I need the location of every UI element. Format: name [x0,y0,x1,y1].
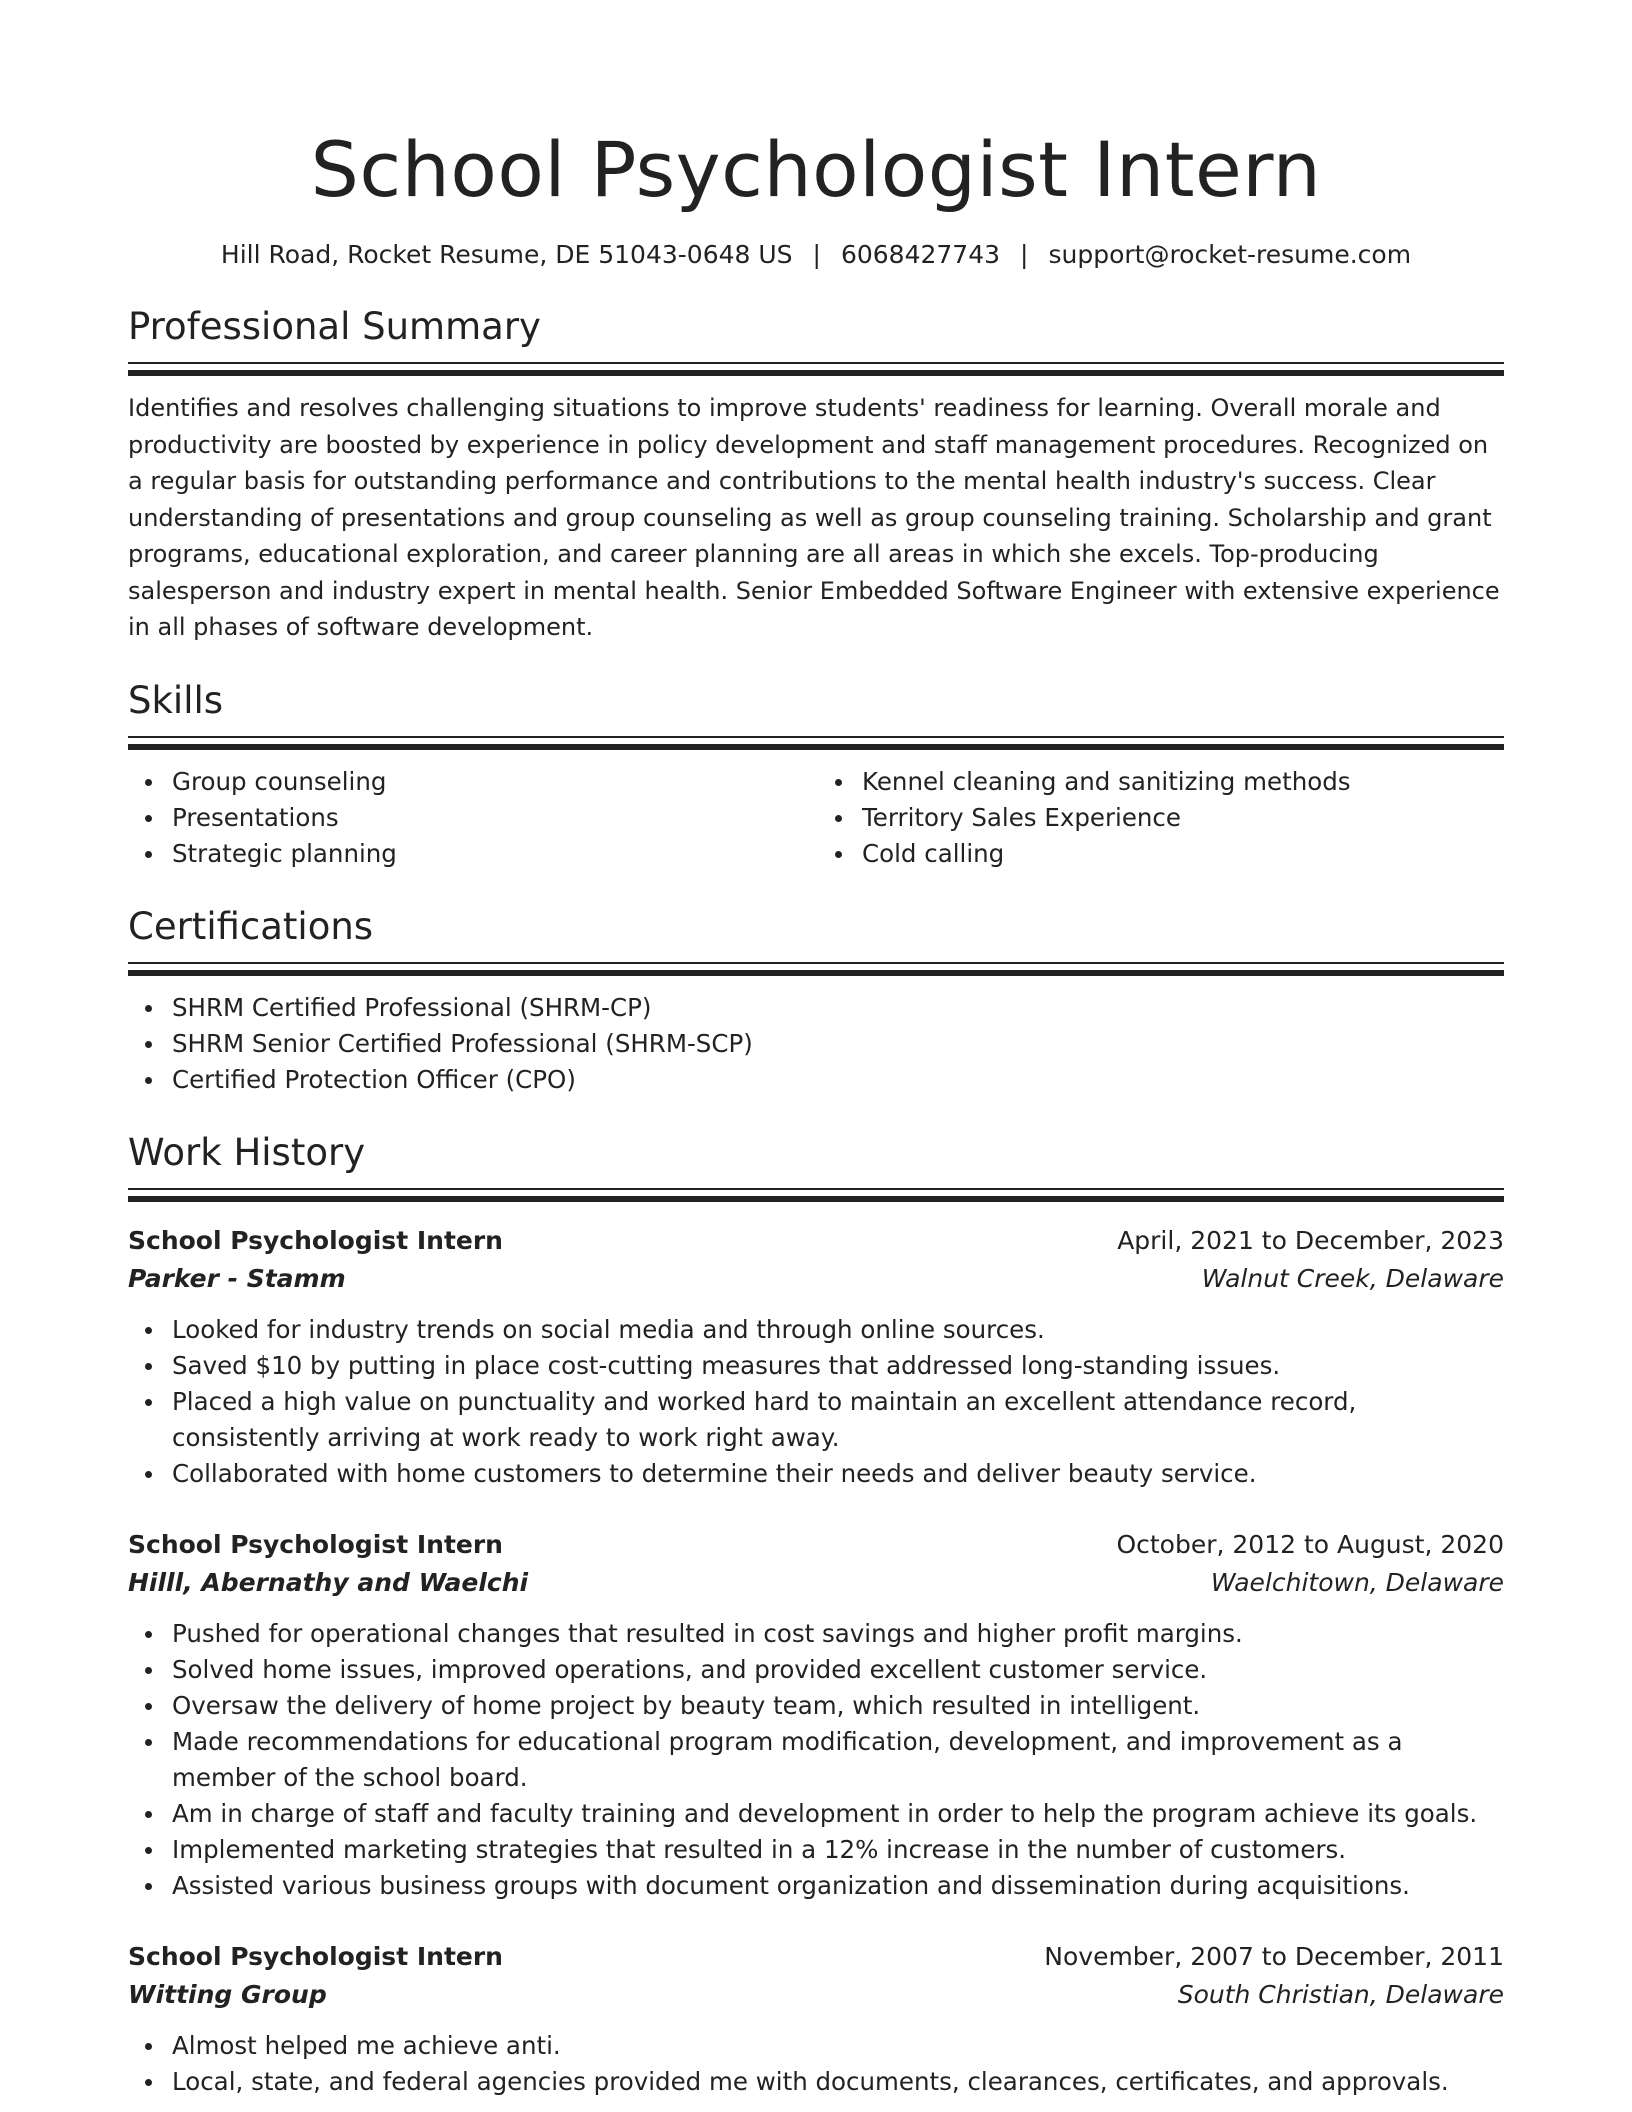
job-subheader-row [128,1564,1504,1602]
job-company: Hilll, Abernathy and Waelchi [128,1567,529,1597]
certification-item: Certified Protection Officer (CPO) [128,1062,1504,1098]
job-location: Walnut Creek, Delaware [1201,1263,1504,1293]
contact-line [128,238,1504,272]
job-header-row [128,1222,1504,1260]
contact-separator: | [1020,240,1029,269]
job-dates: October, 2012 to August, 2020 [1116,1529,1504,1559]
resume-name: School Psychologist Intern [310,125,1322,214]
section-title-skills: Skills [128,678,224,722]
job-dates: April, 2021 to December, 2023 [1117,1225,1504,1255]
job-subheader-row [128,1260,1504,1298]
skill-item: Strategic planning [128,836,816,872]
job-bullet: Solved home issues, improved operations, and provided excellent customer service. [128,1652,1504,1688]
skill-item: Territory Sales Experience [818,800,1504,836]
certifications-list [128,990,1504,1098]
job-dates: November, 2007 to December, 2011 [1044,1941,1504,1971]
section-title-summary: Professional Summary [128,305,541,348]
job-entry [128,1938,1504,2100]
section-title-work-history: Work History [128,1130,366,1174]
job-title: School Psychologist Intern [128,1225,503,1255]
job-bullets [128,2028,1504,2100]
skills-list-right [816,764,1504,872]
job-bullet: Saved $10 by putting in place cost-cutting measures that addressed long-standing issues. [128,1348,1504,1384]
job-bullet: Placed a high value on punctuality and worked hard to maintain an excellent attendance record, consistently arriving at work ready to work right away. [128,1384,1504,1456]
certifications-section [128,902,1504,1098]
certification-item: SHRM Certified Professional (SHRM-CP) [128,990,1504,1026]
job-header-row [128,1526,1504,1564]
job-bullet: Assisted various business groups with document organization and dissemination during acquisitions. [128,1868,1504,1904]
skill-item: Cold calling [818,836,1504,872]
job-header-row [128,1938,1504,1976]
contact-separator: | [812,240,821,269]
job-bullet: Oversaw the delivery of home project by beauty team, which resulted in intelligent. [128,1688,1504,1724]
job-subheader-row [128,1976,1504,2014]
job-bullets [128,1312,1504,1492]
skill-item: Presentations [128,800,816,836]
section-title-certifications: Certifications [128,904,374,948]
job-bullet: Collaborated with home customers to determine their needs and deliver beauty service. [128,1456,1504,1492]
resume-page [128,120,1504,2100]
summary-section [128,302,1504,646]
job-bullets [128,1616,1504,1904]
contact-address: Hill Road, Rocket Resume, DE 51043-0648 US [220,240,793,269]
job-title: School Psychologist Intern [128,1941,503,1971]
job-bullet: Implemented marketing strategies that resulted in a 12% increase in the number of customers. [128,1832,1504,1868]
job-bullet: Local, state, and federal agencies provided me with documents, clearances, certificates, and approvals. [128,2064,1504,2100]
job-location: Waelchitown, Delaware [1210,1567,1504,1597]
job-company: Parker - Stamm [128,1263,346,1293]
job-bullet: Made recommendations for educational program modification, development, and improvement as a member of the school board. [128,1724,1504,1796]
job-bullet: Pushed for operational changes that resulted in cost savings and higher profit margins. [128,1616,1504,1652]
job-company: Witting Group [128,1979,327,2009]
work-history-section [128,1128,1504,2100]
job-location: South Christian, Delaware [1177,1979,1504,2009]
section-divider [128,362,1504,376]
job-bullet: Almost helped me achieve anti. [128,2028,1504,2064]
job-bullet: Looked for industry trends on social media and through online sources. [128,1312,1504,1348]
job-entry [128,1526,1504,1904]
skill-item: Group counseling [128,764,816,800]
certification-item: SHRM Senior Certified Professional (SHRM-SCP) [128,1026,1504,1062]
skills-list-left [128,764,816,872]
contact-email: support@rocket-resume.com [1048,240,1412,269]
contact-phone: 6068427743 [840,240,1001,269]
section-divider [128,736,1504,750]
job-entry [128,1222,1504,1492]
job-bullet: Am in charge of staff and faculty training and development in order to help the program achieve its goals. [128,1796,1504,1832]
job-title: School Psychologist Intern [128,1529,503,1559]
summary-text: Identifies and resolves challenging situations to improve students' readiness for learning. Overall morale and productivity are boosted by experience in policy development and staff management procedures. Recognized on a regular basis for outstanding performance and contributions to the mental health industry's success. Clear understanding of presentations and group counseling as well as group counseling training. Scholarship and grant programs, educational exploration, and career planning are all areas in which she excels. Top-producing salesperson and industry expert in mental health. Senior Embedded Software Engineer with extensive experience in all phases of software development. [128,394,1500,641]
skills-section [128,676,1504,872]
skill-item: Kennel cleaning and sanitizing methods [818,764,1504,800]
skills-grid [128,764,1504,872]
section-divider [128,1188,1504,1202]
section-divider [128,962,1504,976]
